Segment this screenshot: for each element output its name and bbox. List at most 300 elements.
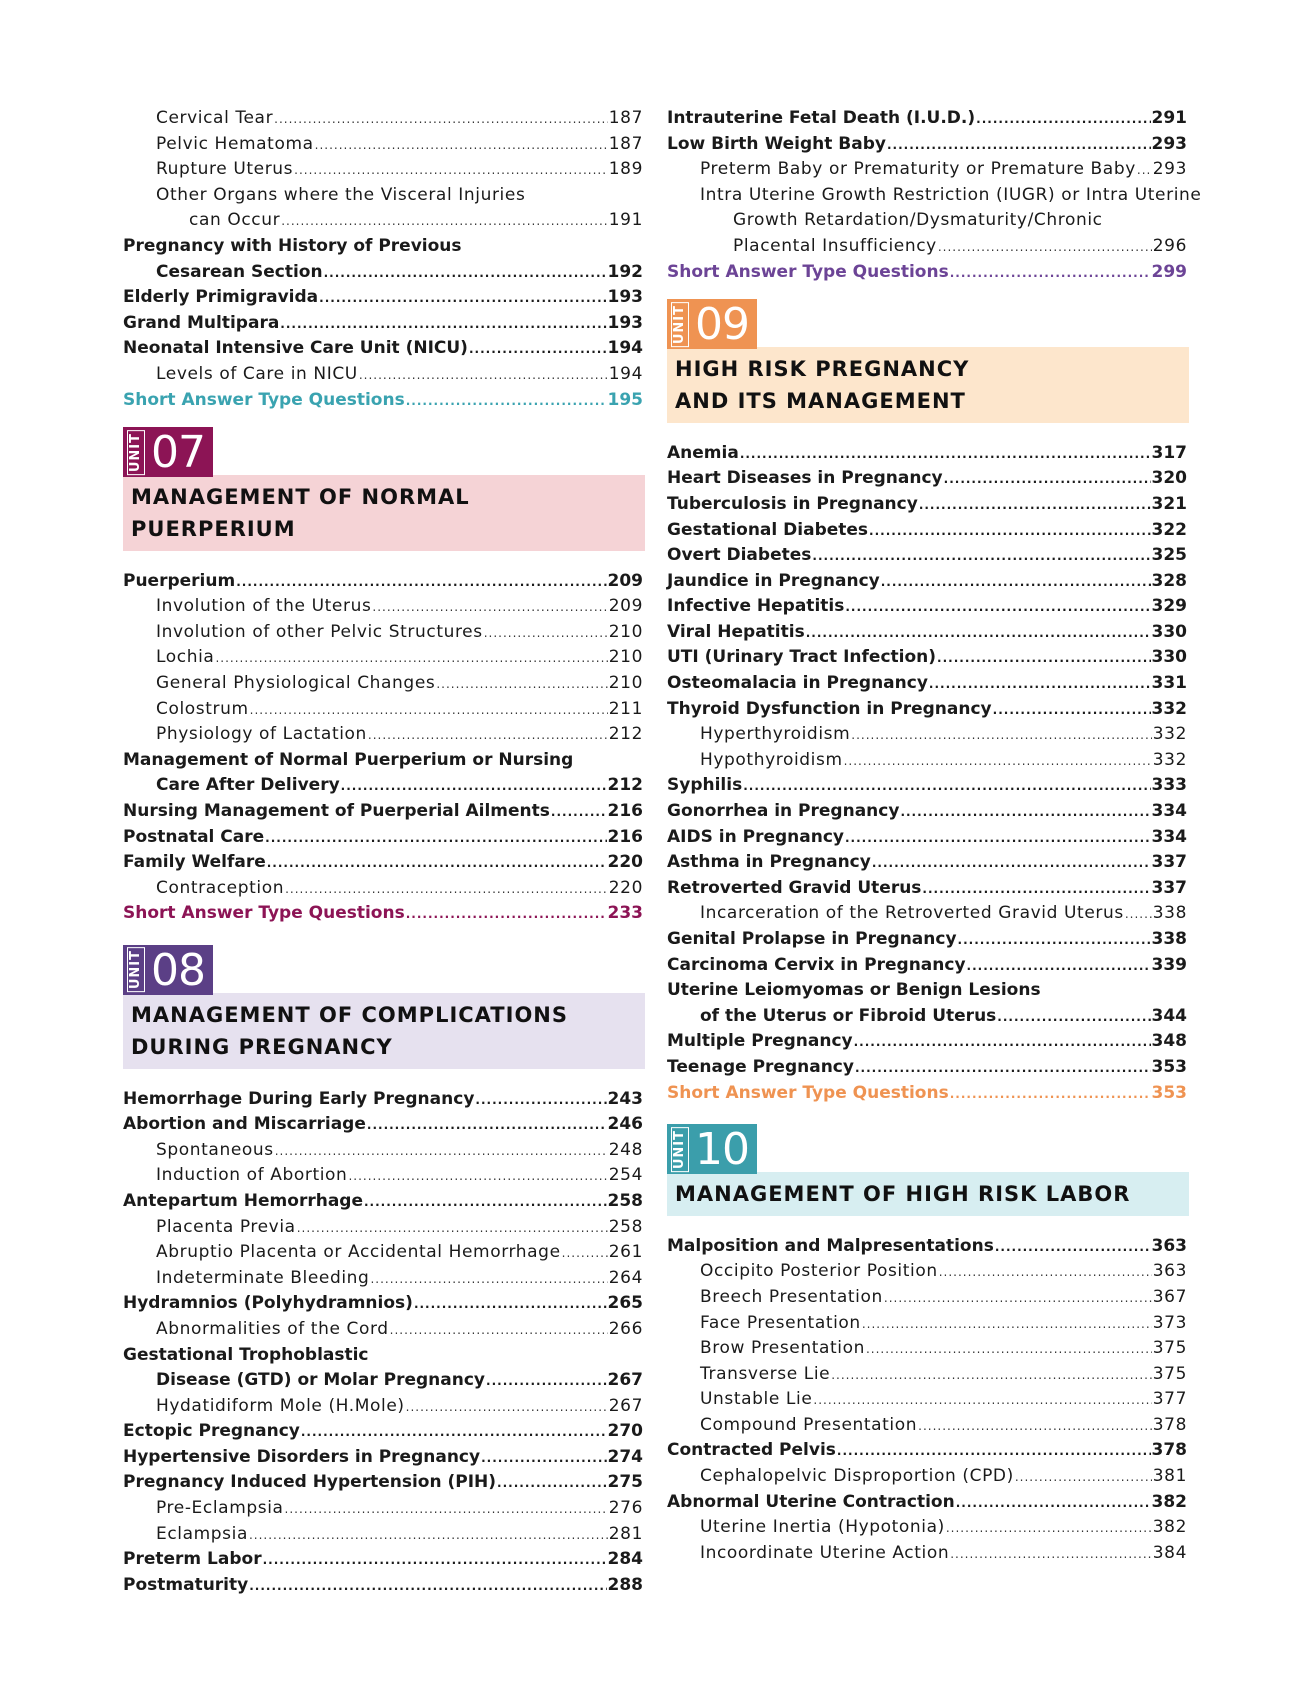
dot-leader bbox=[872, 851, 1151, 877]
toc-entry[interactable] bbox=[667, 106, 1187, 132]
dot-leader bbox=[854, 1030, 1151, 1056]
dot-leader bbox=[884, 1286, 1152, 1312]
toc-entry-title: Asthma in Pregnancy bbox=[667, 852, 871, 873]
toc-entry-title: Pelvic Hematoma bbox=[156, 133, 314, 154]
toc-page-number: 216 bbox=[607, 801, 643, 822]
unit-number: 08 bbox=[151, 944, 205, 996]
toc-page-number: 338 bbox=[1151, 929, 1187, 949]
dot-leader bbox=[851, 723, 1151, 749]
toc-entry-title: Involution of the Uterus bbox=[156, 596, 372, 617]
toc-entry-title: Preterm Baby or Prematurity or Premature Baby bbox=[700, 159, 1136, 180]
toc-entry[interactable] bbox=[123, 285, 643, 311]
toc-entry[interactable] bbox=[667, 1438, 1187, 1464]
dot-leader bbox=[845, 826, 1151, 852]
toc-entry-title: Low Birth Weight Baby bbox=[667, 133, 886, 154]
dot-leader bbox=[881, 570, 1151, 596]
unit-label: UNIT bbox=[671, 1127, 689, 1172]
dot-leader bbox=[950, 261, 1151, 287]
toc-page-number: 338 bbox=[1152, 903, 1187, 924]
short-answer-entry[interactable] bbox=[667, 260, 1187, 286]
toc-entry[interactable] bbox=[667, 1055, 1187, 1081]
dot-leader bbox=[997, 1005, 1150, 1031]
dot-leader bbox=[919, 493, 1151, 519]
toc-entry[interactable] bbox=[123, 697, 643, 723]
toc-entry[interactable] bbox=[123, 1087, 643, 1113]
toc-entry-title: Brow Presentation bbox=[700, 1338, 865, 1359]
toc-entry[interactable] bbox=[667, 620, 1187, 646]
unit-08-block bbox=[123, 945, 643, 1598]
toc-page-number: 194 bbox=[608, 363, 643, 384]
toc-entry[interactable] bbox=[123, 594, 643, 620]
dot-leader bbox=[813, 1388, 1151, 1414]
dot-leader bbox=[406, 1395, 608, 1421]
toc-page-number: 187 bbox=[608, 133, 643, 154]
toc-entry-title: Intra Uterine Growth Restriction (IUGR) or Intra Uterine bbox=[700, 184, 1202, 205]
toc-entry[interactable] bbox=[667, 1259, 1187, 1285]
toc-page-number: 291 bbox=[1151, 108, 1187, 128]
toc-entry-title: Hypertensive Disorders in Pregnancy bbox=[123, 1446, 481, 1467]
toc-page-number: 353 bbox=[1151, 1082, 1187, 1103]
toc-page-number: 322 bbox=[1151, 519, 1187, 540]
dot-leader bbox=[743, 774, 1150, 800]
toc-entry[interactable] bbox=[123, 1266, 643, 1292]
toc-left-column bbox=[123, 106, 643, 1616]
toc-entry[interactable] bbox=[667, 850, 1187, 876]
toc-entry[interactable] bbox=[123, 183, 643, 209]
unit-number: 10 bbox=[695, 1123, 749, 1175]
toc-entry-title: Short Answer Type Questions bbox=[667, 1082, 949, 1103]
toc-entry[interactable] bbox=[667, 492, 1187, 518]
toc-entry-title: Contracted Pelvis bbox=[667, 1440, 836, 1461]
toc-entry-title: Placental Insufficiency bbox=[733, 235, 937, 256]
toc-entry[interactable] bbox=[123, 1368, 643, 1394]
dot-leader bbox=[866, 1337, 1152, 1363]
toc-entry[interactable] bbox=[123, 1112, 643, 1138]
dot-leader bbox=[249, 1574, 606, 1600]
short-answer-entry[interactable] bbox=[667, 1081, 1187, 1107]
dot-leader bbox=[806, 621, 1151, 647]
dot-leader bbox=[1137, 158, 1152, 184]
toc-entry[interactable] bbox=[123, 1138, 643, 1164]
toc-entry-title: Incarceration of the Retroverted Gravid Uterus bbox=[700, 903, 1124, 924]
toc-entry-title: Jaundice in Pregnancy bbox=[667, 570, 880, 591]
dot-leader bbox=[929, 672, 1151, 698]
toc-entry-title: Infective Hepatitis bbox=[667, 596, 845, 617]
dot-leader bbox=[274, 107, 608, 133]
toc-entry-title: Involution of other Pelvic Structures bbox=[156, 621, 483, 642]
toc-page-number: 325 bbox=[1151, 545, 1187, 566]
toc-entry[interactable] bbox=[123, 1496, 643, 1522]
toc-entry[interactable] bbox=[123, 569, 643, 595]
toc-entry-title: General Physiological Changes bbox=[156, 673, 436, 694]
toc-entry[interactable] bbox=[667, 876, 1187, 902]
toc-entry[interactable] bbox=[123, 1547, 643, 1573]
toc-entry[interactable] bbox=[123, 1343, 643, 1369]
toc-entry[interactable] bbox=[123, 336, 643, 362]
dot-leader bbox=[368, 723, 608, 749]
toc-entry[interactable] bbox=[123, 362, 643, 388]
toc-entry-title: Heart Diseases in Pregnancy bbox=[667, 468, 943, 489]
toc-page-number: 187 bbox=[608, 108, 643, 128]
toc-entry[interactable] bbox=[123, 1445, 643, 1471]
unit-number: 07 bbox=[151, 426, 205, 478]
toc-entry-title: Growth Retardation/Dysmaturity/Chronic bbox=[733, 210, 1103, 231]
dot-leader bbox=[1125, 902, 1152, 928]
toc-page-number: 192 bbox=[607, 261, 643, 282]
toc-entry-title: can Occur bbox=[189, 210, 281, 231]
toc-entry-title: Short Answer Type Questions bbox=[123, 903, 405, 924]
unit-title-line: MANAGEMENT OF COMPLICATIONS bbox=[131, 1002, 568, 1027]
toc-entry[interactable] bbox=[667, 1413, 1187, 1439]
toc-entry[interactable] bbox=[667, 543, 1187, 569]
toc-entry[interactable] bbox=[123, 1291, 643, 1317]
toc-entry-title: Cephalopelvic Disproportion (CPD) bbox=[700, 1466, 1014, 1487]
toc-page-number: 275 bbox=[607, 1472, 643, 1493]
toc-entry-title: Puerperium bbox=[123, 570, 236, 591]
dot-leader bbox=[958, 928, 1151, 954]
toc-entry[interactable] bbox=[667, 466, 1187, 492]
dot-leader bbox=[995, 1235, 1151, 1261]
toc-entry[interactable] bbox=[667, 671, 1187, 697]
dot-leader bbox=[348, 1164, 607, 1190]
toc-entry-title: Elderly Primigravida bbox=[123, 287, 319, 308]
toc-entry[interactable] bbox=[123, 748, 643, 774]
toc-entry-title: Short Answer Type Questions bbox=[667, 261, 949, 282]
toc-entry[interactable] bbox=[667, 518, 1187, 544]
toc-entry-title: Hyperthyroidism bbox=[700, 724, 851, 745]
toc-entry-title: Cesarean Section bbox=[156, 261, 323, 282]
dot-leader bbox=[855, 1056, 1151, 1082]
toc-entry-title: Physiology of Lactation bbox=[156, 724, 367, 745]
toc-page-number: 382 bbox=[1152, 1517, 1187, 1538]
unit-title bbox=[123, 475, 645, 551]
unit-entries bbox=[667, 441, 1187, 1106]
toc-page-number: 243 bbox=[607, 1088, 643, 1109]
toc-entry[interactable] bbox=[123, 234, 643, 260]
toc-page-number: 378 bbox=[1151, 1440, 1187, 1461]
toc-entry-title: Transverse Lie bbox=[700, 1363, 831, 1384]
toc-page-number: 210 bbox=[608, 621, 643, 642]
toc-entry-title: Grand Multipara bbox=[123, 312, 280, 333]
short-answer-entry[interactable] bbox=[123, 388, 643, 414]
toc-entry[interactable] bbox=[123, 1573, 643, 1599]
toc-page-number: 284 bbox=[607, 1549, 643, 1570]
short-answer-entry[interactable] bbox=[123, 901, 643, 927]
unit-title-line: MANAGEMENT OF NORMAL PUERPERIUM bbox=[131, 484, 470, 541]
toc-entry-title: Preterm Labor bbox=[123, 1549, 262, 1570]
toc-page-number: 191 bbox=[608, 210, 643, 231]
toc-entry-title: Genital Prolapse in Pregnancy bbox=[667, 929, 957, 949]
unit-title-line: MANAGEMENT OF HIGH RISK LABOR bbox=[675, 1181, 1131, 1206]
toc-entry[interactable] bbox=[667, 722, 1187, 748]
dot-leader bbox=[370, 1267, 607, 1293]
toc-entry-title: Thyroid Dysfunction in Pregnancy bbox=[667, 698, 992, 719]
dot-leader bbox=[481, 1446, 606, 1472]
toc-page-number: 220 bbox=[608, 877, 643, 898]
toc-entry-title: Carcinoma Cervix in Pregnancy bbox=[667, 954, 966, 975]
toc-entry-title: Abnormalities of the Cord bbox=[156, 1318, 389, 1339]
toc-entry[interactable] bbox=[667, 901, 1187, 927]
toc-entry-title: Malposition and Malpresentations bbox=[667, 1235, 994, 1256]
toc-entry[interactable] bbox=[667, 1004, 1187, 1030]
toc-entry-title: Contraception bbox=[156, 877, 285, 898]
toc-entry-title: Pre-Eclampsia bbox=[156, 1498, 284, 1519]
dot-leader bbox=[475, 1088, 606, 1114]
toc-entry[interactable] bbox=[123, 106, 643, 132]
toc-entry-title: Hydatidiform Mole (H.Mole) bbox=[156, 1395, 405, 1416]
toc-entry[interactable] bbox=[667, 773, 1187, 799]
toc-entry[interactable] bbox=[123, 157, 643, 183]
toc-entry-title: Placenta Previa bbox=[156, 1216, 296, 1237]
toc-entry[interactable] bbox=[667, 1336, 1187, 1362]
toc-page-number: 246 bbox=[607, 1114, 643, 1135]
toc-page-number: 317 bbox=[1151, 442, 1187, 463]
dot-leader bbox=[372, 595, 607, 621]
dot-leader bbox=[831, 1363, 1152, 1389]
unit-badge bbox=[123, 427, 213, 477]
toc-page-number: 193 bbox=[607, 287, 643, 308]
dot-leader bbox=[918, 1414, 1152, 1440]
toc-entry[interactable] bbox=[123, 1189, 643, 1215]
unit-label: UNIT bbox=[127, 430, 145, 475]
dot-leader bbox=[215, 646, 607, 672]
toc-entry[interactable] bbox=[123, 132, 643, 158]
toc-entry-title: Teenage Pregnancy bbox=[667, 1056, 854, 1077]
toc-entry[interactable] bbox=[123, 1215, 643, 1241]
toc-entry-title: Multiple Pregnancy bbox=[667, 1031, 853, 1052]
dot-leader bbox=[967, 954, 1151, 980]
dot-leader bbox=[862, 1312, 1152, 1338]
toc-page-number: 261 bbox=[608, 1242, 643, 1263]
toc-entry[interactable] bbox=[667, 183, 1202, 209]
toc-page-number: 209 bbox=[608, 596, 643, 617]
dot-leader bbox=[275, 1139, 608, 1165]
toc-entry-title: Postnatal Care bbox=[123, 826, 265, 847]
toc-entry-title: Incoordinate Uterine Action bbox=[700, 1542, 950, 1563]
toc-entry[interactable] bbox=[123, 1240, 643, 1266]
toc-entry-title: Induction of Abortion bbox=[156, 1165, 348, 1186]
toc-page-number: 209 bbox=[607, 570, 643, 591]
toc-entry[interactable] bbox=[123, 260, 643, 286]
toc-page-number: 248 bbox=[608, 1139, 643, 1160]
toc-page-number: 220 bbox=[607, 852, 643, 873]
dot-leader bbox=[950, 1082, 1151, 1108]
toc-entry[interactable] bbox=[123, 1163, 643, 1189]
toc-page-number: 363 bbox=[1152, 1261, 1187, 1282]
toc-entry-title: Gonorrhea in Pregnancy bbox=[667, 801, 900, 822]
toc-page-number: 267 bbox=[608, 1395, 643, 1416]
toc-entry-title: Nursing Management of Puerperial Ailments bbox=[123, 801, 550, 822]
toc-entry[interactable] bbox=[123, 620, 643, 646]
toc-page-number: 331 bbox=[1151, 673, 1187, 694]
toc-entry[interactable] bbox=[123, 850, 643, 876]
unit-badge bbox=[667, 1124, 757, 1174]
toc-page-number: 329 bbox=[1151, 596, 1187, 617]
toc-entry[interactable] bbox=[667, 594, 1187, 620]
toc-entry-title: of the Uterus or Fibroid Uterus bbox=[700, 1005, 997, 1026]
dot-leader bbox=[944, 467, 1151, 493]
dot-leader bbox=[341, 774, 607, 800]
toc-entry[interactable] bbox=[667, 1234, 1187, 1260]
toc-page-number: 189 bbox=[608, 159, 643, 180]
dot-leader bbox=[484, 621, 608, 647]
dot-leader bbox=[551, 800, 607, 826]
toc-entry-title: Gestational Trophoblastic bbox=[123, 1344, 369, 1365]
toc-entry[interactable] bbox=[667, 748, 1187, 774]
toc-page-number: 258 bbox=[608, 1216, 643, 1237]
toc-entry[interactable] bbox=[667, 1515, 1187, 1541]
toc-entry[interactable] bbox=[123, 1470, 643, 1496]
toc-entry-title: Uterine Leiomyomas or Benign Lesions bbox=[667, 980, 1041, 1001]
toc-entry-title: Unstable Lie bbox=[700, 1389, 813, 1410]
toc-entry-title: Pregnancy with History of Previous bbox=[123, 235, 462, 256]
toc-entry-title: Colostrum bbox=[156, 698, 249, 719]
toc-entry[interactable] bbox=[667, 132, 1187, 158]
dot-leader bbox=[887, 133, 1151, 159]
dot-leader bbox=[414, 1292, 607, 1318]
toc-entry[interactable] bbox=[123, 208, 643, 234]
toc-entry[interactable] bbox=[667, 157, 1187, 183]
dot-leader bbox=[436, 672, 607, 698]
toc-page-number: 288 bbox=[607, 1574, 643, 1595]
toc-entry[interactable] bbox=[667, 645, 1187, 671]
dot-leader bbox=[319, 286, 606, 312]
toc-entry[interactable] bbox=[667, 825, 1187, 851]
toc-entry[interactable] bbox=[667, 697, 1187, 723]
toc-page-number: 332 bbox=[1151, 698, 1187, 719]
unit-title-line: HIGH RISK PREGNANCY bbox=[675, 356, 970, 381]
toc-entry[interactable] bbox=[667, 1029, 1187, 1055]
toc-page-number: 337 bbox=[1151, 877, 1187, 898]
toc-entry-title: Breech Presentation bbox=[700, 1286, 883, 1307]
toc-page-number: 211 bbox=[608, 698, 643, 719]
dot-leader bbox=[263, 1548, 607, 1574]
toc-page-number: 233 bbox=[607, 903, 643, 924]
toc-page-number: 281 bbox=[608, 1523, 643, 1544]
toc-entry[interactable] bbox=[123, 311, 643, 337]
toc-entry-title: Family Welfare bbox=[123, 852, 266, 873]
toc-entry[interactable] bbox=[667, 978, 1187, 1004]
dot-leader bbox=[324, 261, 607, 287]
toc-page-number: 265 bbox=[607, 1293, 643, 1314]
toc-page-number: 375 bbox=[1152, 1363, 1187, 1384]
toc-entry[interactable] bbox=[123, 1419, 643, 1445]
dot-leader bbox=[950, 1542, 1152, 1568]
toc-entry[interactable] bbox=[667, 1541, 1187, 1567]
toc-entry-title: Overt Diabetes bbox=[667, 545, 812, 566]
toc-entry-title: Antepartum Hemorrhage bbox=[123, 1190, 363, 1211]
unit-label: UNIT bbox=[671, 302, 689, 347]
toc-entry-title: Osteomalacia in Pregnancy bbox=[667, 673, 928, 694]
unit-title-line: DURING PREGNANCY bbox=[131, 1034, 393, 1059]
dot-leader bbox=[315, 133, 608, 159]
toc-page-number: 274 bbox=[607, 1446, 643, 1467]
toc-page-number: 333 bbox=[1151, 775, 1187, 796]
toc-entry[interactable] bbox=[667, 1311, 1187, 1337]
toc-entry-title: Neonatal Intensive Care Unit (NICU) bbox=[123, 338, 468, 359]
toc-entry[interactable] bbox=[667, 208, 1187, 234]
toc-entry[interactable] bbox=[123, 773, 643, 799]
dot-leader bbox=[937, 646, 1150, 672]
toc-entry[interactable] bbox=[667, 953, 1187, 979]
toc-entry[interactable] bbox=[123, 876, 643, 902]
toc-entry-title: Abruptio Placenta or Accidental Hemorrhage bbox=[156, 1242, 561, 1263]
toc-entry[interactable] bbox=[123, 722, 643, 748]
toc-entry-title: Indeterminate Bleeding bbox=[156, 1267, 370, 1288]
toc-page-number: 367 bbox=[1152, 1286, 1187, 1307]
toc-entry[interactable] bbox=[123, 645, 643, 671]
dot-leader bbox=[486, 1369, 606, 1395]
toc-entry[interactable] bbox=[667, 927, 1187, 953]
toc-entry[interactable] bbox=[667, 441, 1187, 467]
dot-leader bbox=[280, 312, 606, 338]
toc-entry[interactable] bbox=[667, 799, 1187, 825]
dot-leader bbox=[938, 235, 1152, 261]
toc-entry-title: Ectopic Pregnancy bbox=[123, 1421, 300, 1442]
toc-page-number: 378 bbox=[1152, 1414, 1187, 1435]
toc-entry-title: Hydramnios (Polyhydramnios) bbox=[123, 1293, 413, 1314]
toc-page-number: 381 bbox=[1152, 1466, 1187, 1487]
toc-entry-title: Cervical Tear bbox=[156, 108, 274, 128]
unit-badge bbox=[123, 945, 213, 995]
unit-title bbox=[123, 993, 645, 1069]
toc-entry[interactable] bbox=[667, 234, 1187, 260]
dot-leader bbox=[285, 877, 608, 903]
toc-page-number: 212 bbox=[607, 775, 643, 796]
toc-entry[interactable] bbox=[123, 799, 643, 825]
toc-entry-title: Intrauterine Fetal Death (I.U.D.) bbox=[667, 108, 976, 128]
toc-page-number: 264 bbox=[608, 1267, 643, 1288]
toc-page-number: 267 bbox=[607, 1370, 643, 1391]
dot-leader bbox=[844, 749, 1152, 775]
unit-entries bbox=[123, 569, 643, 927]
dot-leader bbox=[946, 1516, 1152, 1542]
toc-page-number: 254 bbox=[608, 1165, 643, 1186]
dot-leader bbox=[301, 1420, 607, 1446]
toc-entry-title: Hemorrhage During Early Pregnancy bbox=[123, 1088, 475, 1109]
dot-leader bbox=[939, 1260, 1152, 1286]
toc-page-number: 299 bbox=[1151, 261, 1187, 282]
toc-entry[interactable] bbox=[123, 1522, 643, 1548]
toc-entry[interactable] bbox=[667, 1387, 1187, 1413]
toc-entry[interactable] bbox=[123, 1317, 643, 1343]
unit-entries bbox=[667, 1234, 1187, 1567]
toc-entry[interactable] bbox=[667, 1464, 1187, 1490]
toc-entry-title: Anemia bbox=[667, 442, 739, 463]
toc-entry[interactable] bbox=[123, 1394, 643, 1420]
dot-leader bbox=[249, 1523, 608, 1549]
toc-entry[interactable] bbox=[123, 825, 643, 851]
toc-page-number: 373 bbox=[1152, 1312, 1187, 1333]
toc-entry-title: Levels of Care in NICU bbox=[156, 363, 358, 384]
dot-leader bbox=[236, 570, 606, 596]
dot-leader bbox=[1015, 1465, 1152, 1491]
toc-entry[interactable] bbox=[123, 671, 643, 697]
toc-entry[interactable] bbox=[667, 1285, 1187, 1311]
dot-leader bbox=[922, 877, 1150, 903]
toc-right-column bbox=[667, 106, 1202, 1584]
toc-entry[interactable] bbox=[667, 1362, 1187, 1388]
dot-leader bbox=[281, 209, 608, 235]
toc-entry[interactable] bbox=[667, 1490, 1187, 1516]
toc-section-continued-right bbox=[667, 106, 1202, 285]
toc-page-number: 328 bbox=[1151, 570, 1187, 591]
toc-entry[interactable] bbox=[667, 569, 1187, 595]
dot-leader bbox=[367, 1113, 607, 1139]
toc-entry-title: Other Organs where the Visceral Injuries bbox=[156, 184, 526, 205]
toc-entry-title: Viral Hepatitis bbox=[667, 621, 805, 642]
toc-page-number: 337 bbox=[1151, 852, 1187, 873]
